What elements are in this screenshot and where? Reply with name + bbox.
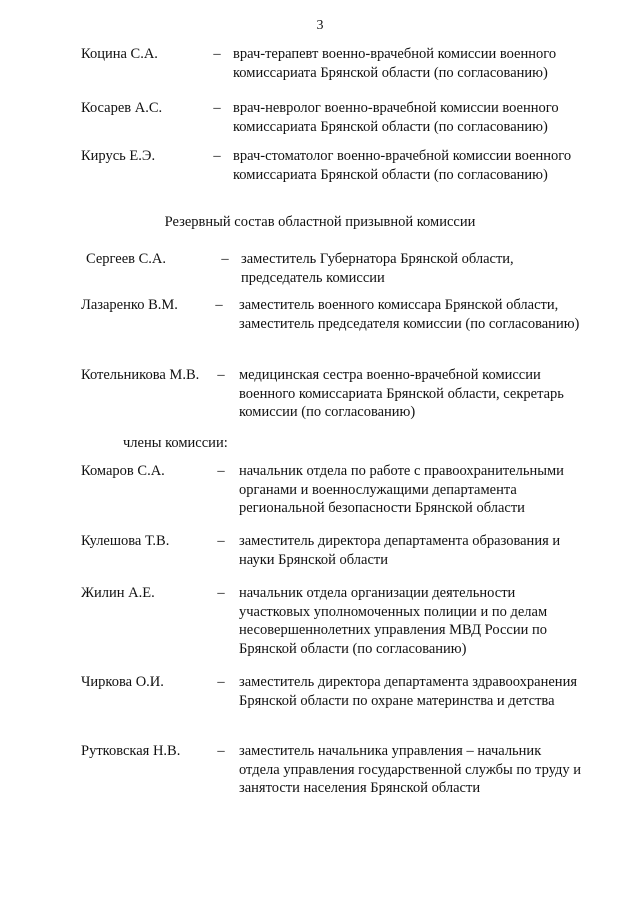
person-name: Жилин А.Е. xyxy=(81,585,155,601)
person-role: врач-невролог военно-врачебной комиссии военного комиссариата Брянской области (по согласованию) xyxy=(233,100,559,135)
person-role: врач-терапевт военно-врачебной комиссии военного комиссариата Брянской области (по согласованию) xyxy=(233,46,557,81)
person-role: заместитель военного комиссара Брянской области, заместитель председателя комиссии (по согласованию) xyxy=(239,297,580,332)
dash: – xyxy=(217,743,225,759)
person-name: Чиркова О.И. xyxy=(81,674,164,690)
person-name: Комаров С.А. xyxy=(81,463,165,479)
dash: – xyxy=(213,100,221,116)
person-role: начальник отдела по работе с правоохранительными органами и военнослужащими департамента региональной безопасности Брянской области xyxy=(239,463,564,516)
dash: – xyxy=(217,674,225,690)
members-heading: члены комиссии: xyxy=(123,435,228,451)
person-role: начальник отдела организации деятельности участковых уполномоченных полиции и по делам несовершеннолетних управления МВД России по Брянской области (по согласованию) xyxy=(239,585,548,657)
person-name: Рутковская Н.В. xyxy=(81,743,181,759)
dash: – xyxy=(217,585,225,601)
person-role: заместитель директора департамента здравоохранения Брянской области по охране материнства и детства xyxy=(239,674,577,709)
person-name: Сергеев С.А. xyxy=(86,251,167,267)
section-heading: Резервный состав областной призывной комиссии xyxy=(164,214,476,230)
dash: – xyxy=(213,148,221,164)
person-name: Косарев А.С. xyxy=(81,100,163,116)
person-name: Лазаренко В.М. xyxy=(81,297,178,313)
person-role: заместитель начальника управления – начальник отдела управления государственной службы по труду и занятости населения Брянской области xyxy=(239,743,581,796)
dash: – xyxy=(217,533,225,549)
person-name: Кирусь Е.Э. xyxy=(81,148,156,164)
dash: – xyxy=(217,463,225,479)
dash: – xyxy=(217,367,225,383)
dash: – xyxy=(215,297,223,313)
person-role: заместитель Губернатора Брянской области, председатель комиссии xyxy=(241,251,514,286)
person-name: Коцина С.А. xyxy=(81,46,158,62)
dash: – xyxy=(213,46,221,62)
dash: – xyxy=(221,251,229,267)
person-name: Кулешова Т.В. xyxy=(81,533,170,549)
person-role: заместитель директора департамента образования и науки Брянской области xyxy=(239,533,561,568)
person-role: врач-стоматолог военно-врачебной комиссии военного комиссариата Брянской области (по согласованию) xyxy=(233,148,572,183)
page-number: 3 xyxy=(316,18,324,33)
person-name: Котельникова М.В. xyxy=(81,367,200,383)
person-role: медицинская сестра военно-врачебной комиссии военного комиссариата Брянской области, секретарь комиссии (по согласованию) xyxy=(239,367,564,420)
